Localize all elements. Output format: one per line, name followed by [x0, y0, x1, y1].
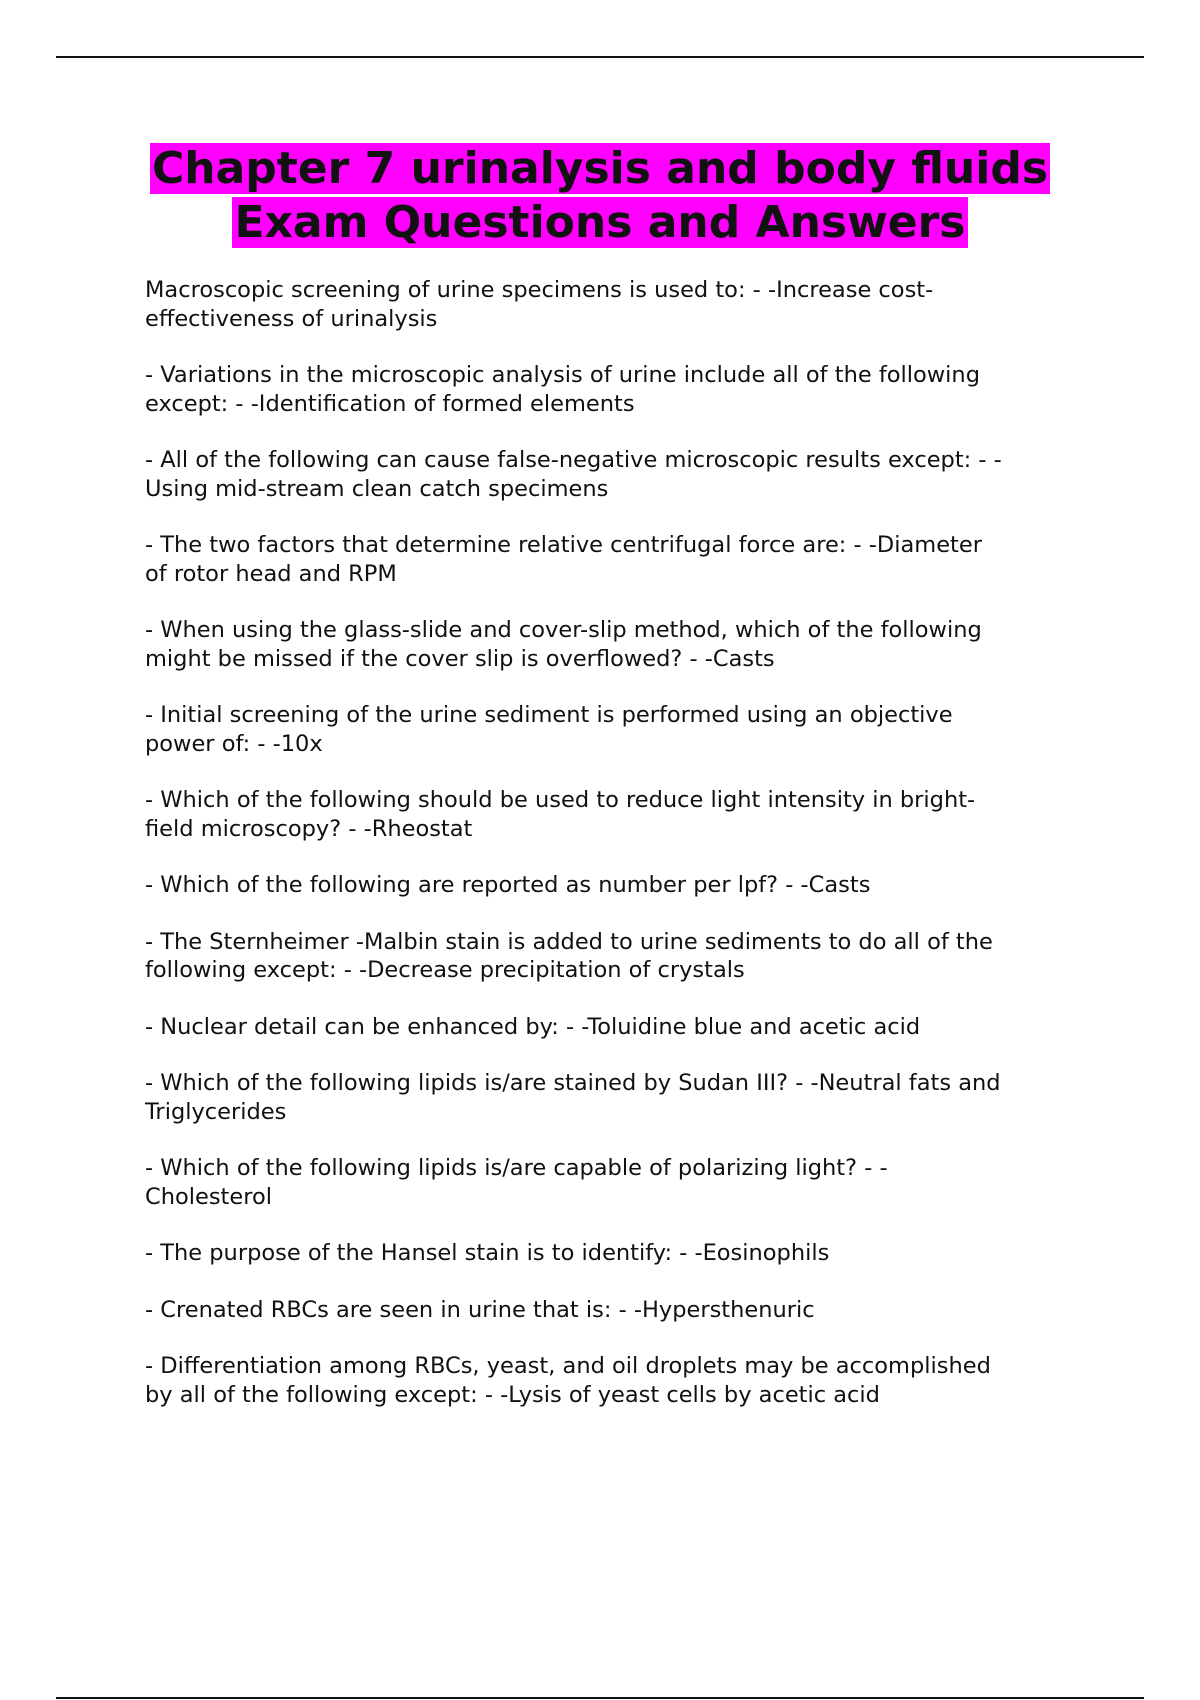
top-divider [56, 56, 1144, 58]
page-title [120, 142, 1080, 250]
qa-item: - Crenated RBCs are seen in urine that is: - -Hypersthenuric [145, 1296, 815, 1323]
qa-list [145, 276, 1090, 1437]
qa-item: - Which of the following lipids is/are stained by Sudan III? - -Neutral fats and Triglycerides [145, 1070, 1001, 1125]
title-line-1: Chapter 7 urinalysis and body fluids [151, 143, 1049, 194]
qa-item: - The purpose of the Hansel stain is to identify: - -Eosinophils [145, 1240, 830, 1266]
qa-item: - Nuclear detail can be enhanced by: - -Toluidine blue and acetic acid [145, 1013, 921, 1040]
title-line-2: Exam Questions and Answers [234, 197, 966, 248]
qa-item: - All of the following can cause false-negative microscopic results except: - - Using mid-stream clean catch specimens [145, 447, 1002, 502]
qa-item: Macroscopic screening of urine specimens is used to: - -Increase cost- effectiveness of urinalysis [145, 277, 934, 332]
qa-item: - Which of the following should be used to reduce light intensity in bright- field microscopy? - -Rheostat [145, 787, 976, 842]
qa-item: - Variations in the microscopic analysis of urine include all of the following except: - -Identification of formed elements [145, 362, 980, 417]
qa-item: - Which of the following are reported as number per lpf? - -Casts [145, 872, 871, 898]
qa-item: - Initial screening of the urine sediment is performed using an objective power of: - -10x [145, 702, 953, 757]
qa-item: - The two factors that determine relative centrifugal force are: - -Diameter of rotor head and RPM [145, 532, 982, 587]
qa-item: - Differentiation among RBCs, yeast, and oil droplets may be accomplished by all of the following except: - -Lysis of yeast cells by acetic acid [145, 1353, 991, 1408]
qa-item: - Which of the following lipids is/are capable of polarizing light? - - Cholesterol [145, 1155, 888, 1210]
qa-item: - The Sternheimer -Malbin stain is added to urine sediments to do all of the following except: - -Decrease precipitation of crystals [145, 928, 993, 983]
qa-item: - When using the glass-slide and cover-slip method, which of the following might be missed if the cover slip is overflowed? - -Casts [145, 617, 982, 672]
bottom-divider [56, 1697, 1144, 1699]
